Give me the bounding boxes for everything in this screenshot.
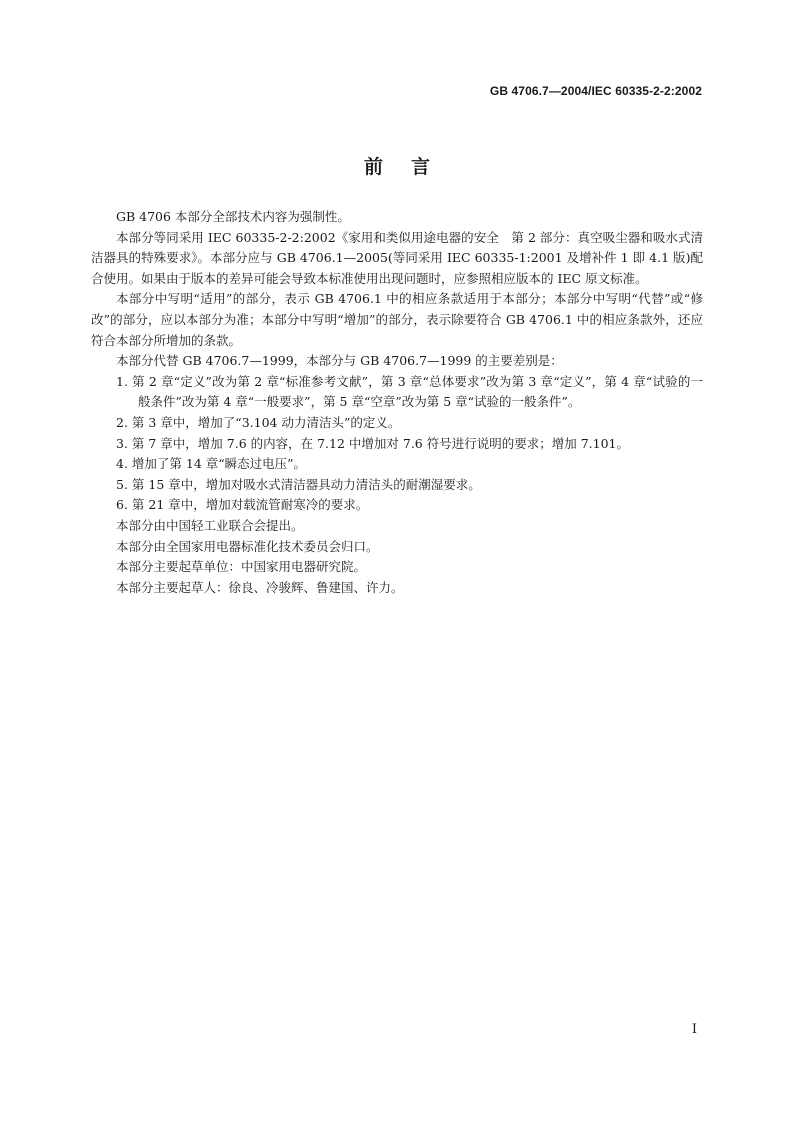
change-item: 5. 第 15 章中，增加对吸水式清洁器具动力清洁头的耐潮湿要求。 xyxy=(116,476,481,492)
change-item: 6. 第 21 章中，增加对载流管耐寒冷的要求。 xyxy=(116,497,369,513)
change-item: 3. 第 7 章中，增加 7.6 的内容，在 7.12 中增加对 7.6 符号进行说明的要求；增加 7.101。 xyxy=(116,435,629,451)
paragraph-proposer: 本部分由中国轻工业联合会提出。 xyxy=(116,517,304,533)
change-item: 4. 增加了第 14 章“瞬态过电压”。 xyxy=(116,456,307,472)
paragraph-drafting-unit: 本部分主要起草单位：中国家用电器研究院。 xyxy=(116,559,367,575)
paragraph-mandatory: GB 4706 本部分全部技术内容为强制性。 xyxy=(116,209,350,224)
paragraph-drafters: 本部分主要起草人：徐良、冷骏辉、鲁建国、许力。 xyxy=(116,579,404,595)
standard-code-header: GB 4706.7—2004/IEC 60335-2-2:2002 xyxy=(489,84,702,98)
document-body xyxy=(91,207,703,598)
paragraph-terminology: 本部分中写明“适用”的部分，表示 GB 4706.1 中的相应条款适用于本部分；本部分中写明“代替”或“修改”的部分，应以本部分为准；本部分中写明“增加”的部分，表示除要符合 GB 4706.1 中的相应条款外，还应符合本部分所增加的条款。 xyxy=(91,291,703,348)
paragraph-replaces: 本部分代替 GB 4706.7—1999，本部分与 GB 4706.7—1999 的主要差别是： xyxy=(116,353,563,369)
page-title: 前言 xyxy=(363,156,458,178)
paragraph-adoption: 本部分等同采用 IEC 60335-2-2:2002《家用和类似用途电器的安全 第 2 部分：真空吸尘器和吸水式清洁器具的特殊要求》。本部分应与 GB 4706.1—2005(等同采用 IEC 60335-1:2001 及增补件 1 即 4.1 版)配合使用。如果由于版本的差异可能会导致本标准使用出现问题时，应参照相应版本的 IEC 原文标准。 xyxy=(91,229,703,286)
paragraph-committee: 本部分由全国家用电器标准化技术委员会归口。 xyxy=(116,538,379,554)
page-number: I xyxy=(691,1022,697,1037)
change-item: 1. 第 2 章“定义”改为第 2 章“标准参考文献”，第 3 章“总体要求”改为第 3 章“定义”，第 4 章“试验的一般条件”改为第 4 章“一般要求”，第 5 章“空章”改为第 5 章“试验的一般条件”。 xyxy=(116,373,703,410)
change-item: 2. 第 3 章中，增加了“3.104 动力清洁头”的定义。 xyxy=(116,414,401,430)
